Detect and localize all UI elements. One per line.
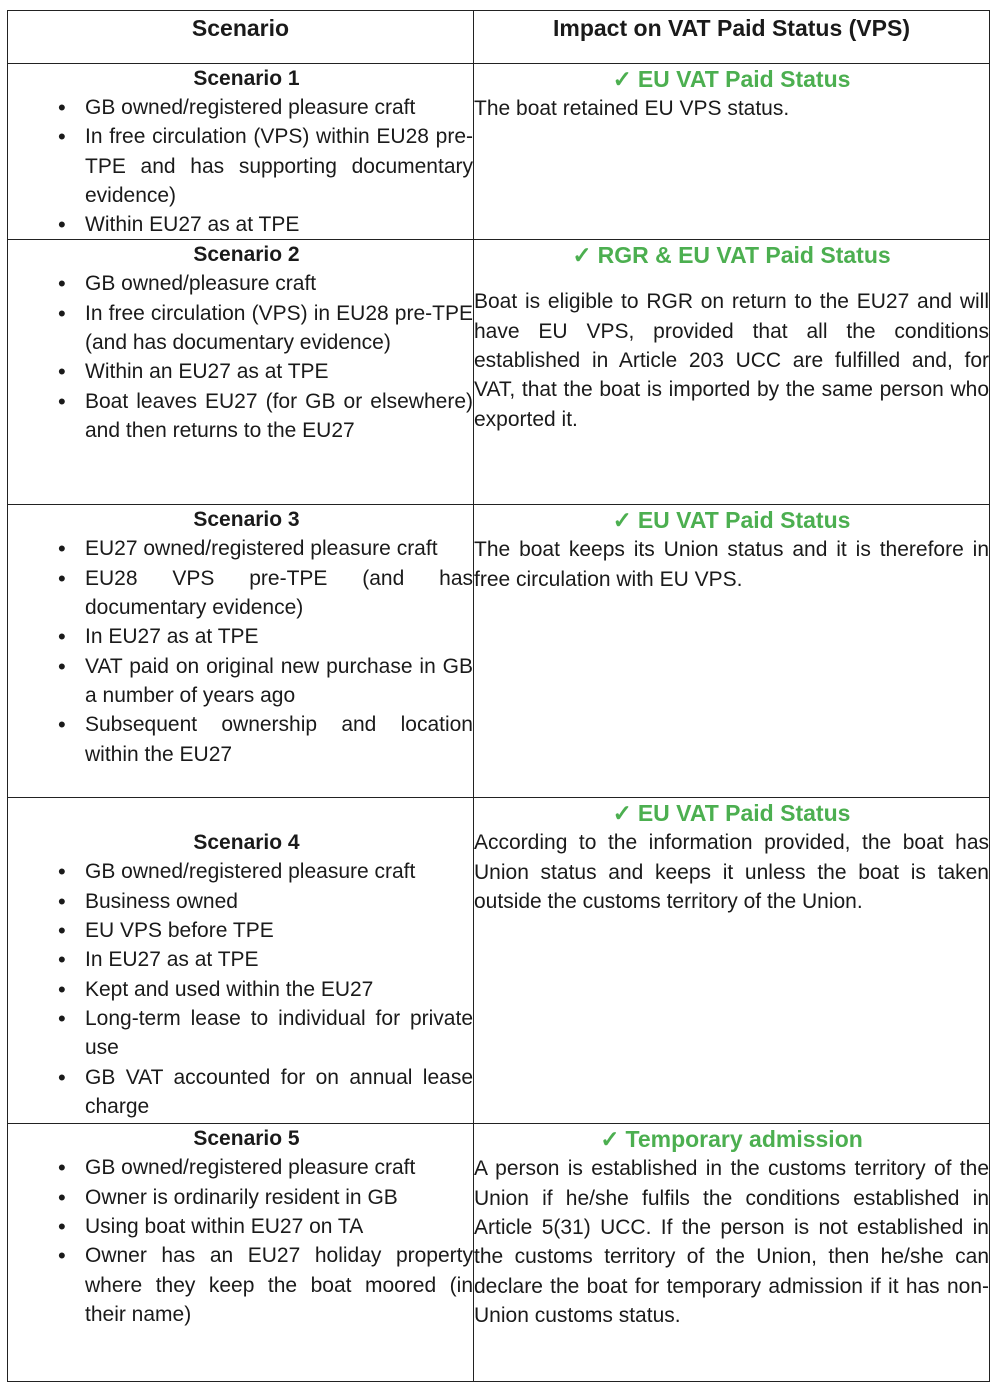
table-row [8, 240, 990, 505]
status-label: EU VAT Paid Status [637, 507, 851, 534]
list-item: • GB owned/registered pleasure craft [8, 1153, 473, 1182]
scenario-title: Scenario 5 [193, 1127, 300, 1151]
scenario-title: Scenario 1 [193, 67, 300, 90]
list-item: • Owner is ordinarily resident in GB [8, 1183, 473, 1212]
impact-text: The boat retained EU VPS status. [474, 97, 790, 120]
impact-cell [474, 1124, 990, 1382]
impact-cell [474, 240, 990, 505]
scenario-title: Scenario 3 [193, 508, 300, 532]
list-item: • In free circulation (VPS) in EU28 pre-TPE (and has documentary evidence) [8, 299, 473, 358]
list-item: • Boat leaves EU27 (for GB or elsewhere) and then returns to the EU27 [8, 387, 473, 446]
scenario-cell [8, 505, 474, 798]
scenario-bullet-list [8, 857, 473, 1121]
list-item: • GB owned/registered pleasure craft [8, 857, 473, 886]
table-row [8, 798, 990, 1124]
list-item: • Within an EU27 as at TPE [8, 357, 473, 386]
scenario-bullet-list [8, 1153, 473, 1329]
table-row [8, 1124, 990, 1382]
list-item: • Using boat within EU27 on TA [8, 1212, 473, 1241]
status-badge [474, 64, 989, 94]
vat-scenarios-table [7, 10, 990, 1382]
scenario-bullet-list [8, 93, 473, 239]
scenario-cell [8, 798, 474, 1124]
scenario-bullet-list [8, 269, 473, 445]
impact-text: Boat is eligible to RGR on return to the EU27 and will have EU VPS, provided that all the conditions established in Article 203 UCC are fulfilled and, for VAT, that the boat is imported by the same person who exported it. [474, 290, 989, 431]
impact-text: A person is established in the customs territory of the Union if he/she fulfils the conditions established in Article 5(31) UCC. If the person is not established in the customs territory of the Union, then he/she can declare the boat for temporary admission if it has non-Union customs status. [474, 1157, 989, 1327]
list-item: • In EU27 as at TPE [8, 945, 473, 974]
scenario-title: Scenario 4 [193, 831, 300, 855]
spacer [474, 270, 989, 287]
impact-cell [474, 505, 990, 798]
list-item: • Business owned [8, 887, 473, 916]
list-item: • GB owned/registered pleasure craft [8, 93, 473, 122]
status-label: RGR & EU VAT Paid Status [597, 242, 891, 269]
status-badge [474, 798, 989, 828]
scenario-cell [8, 240, 474, 505]
impact-text: The boat keeps its Union status and it is therefore in free circulation with EU VPS. [474, 538, 989, 591]
impact-cell [474, 798, 990, 1124]
list-item: • GB owned/pleasure craft [8, 269, 473, 298]
check-icon: ✓ [572, 242, 592, 269]
status-label: EU VAT Paid Status [637, 800, 851, 827]
table-row [8, 505, 990, 798]
spacer [8, 798, 473, 828]
list-item: • Owner has an EU27 holiday property where they keep the boat moored (in their name) [8, 1241, 473, 1329]
scenario-bullet-list [8, 534, 473, 768]
list-item: • In EU27 as at TPE [8, 622, 473, 651]
table-header-row [8, 11, 990, 64]
impact-text: According to the information provided, the boat has Union status and keeps it unless the boat is taken outside the customs territory of the Union. [474, 831, 989, 914]
list-item: • Long-term lease to individual for private use [8, 1004, 473, 1063]
impact-cell [474, 64, 990, 240]
check-icon: ✓ [612, 507, 632, 534]
scenario-title: Scenario 2 [193, 243, 300, 267]
list-item: • Subsequent ownership and location within the EU27 [8, 710, 473, 769]
check-icon: ✓ [612, 66, 632, 92]
list-item: • In free circulation (VPS) within EU28 pre-TPE and has supporting documentary evidence) [8, 122, 473, 210]
status-label: Temporary admission [625, 1126, 863, 1153]
check-icon: ✓ [600, 1126, 620, 1153]
status-badge [474, 1124, 989, 1154]
list-item: • Within EU27 as at TPE [8, 210, 473, 239]
header-scenario: Scenario [8, 11, 474, 64]
list-item: • Kept and used within the EU27 [8, 975, 473, 1004]
status-badge [474, 505, 989, 535]
list-item: • EU28 VPS pre-TPE (and has documentary evidence) [8, 564, 473, 623]
check-icon: ✓ [612, 800, 632, 827]
list-item: • EU27 owned/registered pleasure craft [8, 534, 473, 563]
header-impact: Impact on VAT Paid Status (VPS) [474, 11, 990, 64]
scenario-cell [8, 1124, 474, 1382]
list-item: • VAT paid on original new purchase in GB a number of years ago [8, 652, 473, 711]
scenario-cell [8, 64, 474, 240]
status-label: EU VAT Paid Status [637, 66, 851, 92]
table-row [8, 64, 990, 240]
list-item: • GB VAT accounted for on annual lease charge [8, 1063, 473, 1122]
list-item: • EU VPS before TPE [8, 916, 473, 945]
status-badge [474, 240, 989, 270]
